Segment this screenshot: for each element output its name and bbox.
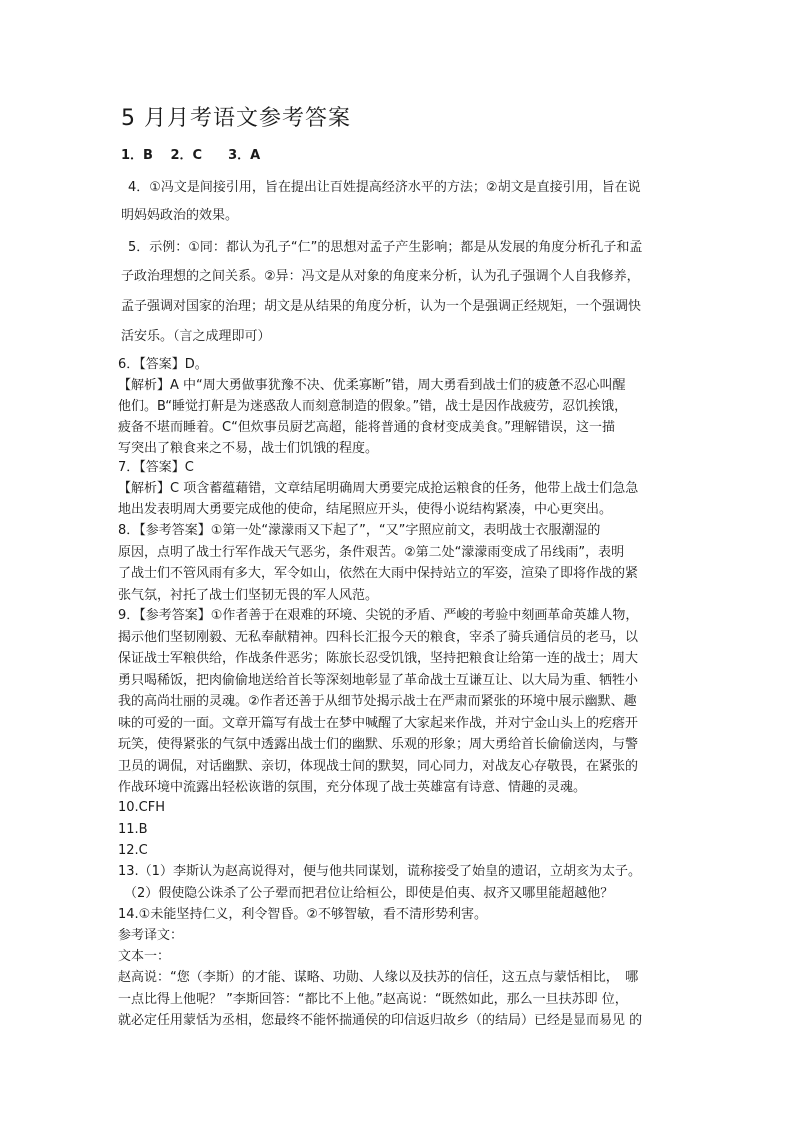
answer-8-line-1: 8．【参考答案】①第一处“濛濛雨又下起了”，“又”字照应前文，表明战士衣服潮湿的	[118, 523, 601, 538]
answer-13-line-1: 13.（1）李斯认为赵高说得对，便与他共同谋划，谎称接受了始皇的遗诏，立胡亥为太子。	[118, 864, 641, 879]
answer-9-line-9: 作战环境中流露出轻松诙谐的氛围，充分体现了战士英雄富有诗意、情趣的灵魂。	[118, 780, 587, 795]
answer-5-line-3: 孟子强调对国家的治理；胡文是从结果的角度分析，认为一个是强调正经规矩，一个强调快	[121, 299, 642, 314]
answer-14: 14.①未能坚持仁义，利令智昏。②不够智敏，看不清形势利害。	[118, 907, 487, 922]
answer-4-line-1: 4．①冯文是间接引用，旨在提出让百姓提高经济水平的方法；②胡文是直接引用，旨在说	[128, 180, 641, 195]
answer-10: 10.CFH	[118, 800, 166, 815]
page-title: 5 月月考语文参考答案	[121, 106, 351, 131]
answer-9-line-8: 卫员的调侃，对话幽默、亲切，体现战士间的默契，同心同力，对战友心存敬畏，在紧张的	[118, 759, 639, 774]
answer-8-line-4: 张气氛，衬托了战士们坚韧无畏的军人风范。	[118, 588, 379, 603]
answer-6-line-4: 写突出了粮食来之不易，战士们饥饿的程度。	[118, 441, 379, 456]
answer-5-line-1: 5．示例：①同：都认为孔子“仁”的思想对孟子产生影响；都是从发展的角度分析孔子和孟	[128, 240, 643, 255]
answer-6-line-1: 【解析】A 中“周大勇做事犹豫不决、优柔寡断”错，周大勇看到战士们的疲惫不忍心叫醒	[118, 378, 626, 393]
answer-5-line-4: 活安乐。（言之成理即可）	[121, 329, 271, 344]
text-one-line-2: 一点比得上他呢？ ”李斯回答：“都比不上他。”赵高说：“既然如此，那么一旦扶苏即 位，	[118, 992, 628, 1007]
answer-8-line-3: 了战士们不管风雨有多大，军令如山，依然在大雨中保持站立的军姿，渲染了即将作战的紧	[118, 566, 639, 581]
answer-6-line-3: 疲备不堪而睡着。C“但炊事员厨艺高超，能将普通的食材变成美食。”理解错误，这一描	[118, 420, 616, 435]
answer-12: 12.C	[118, 843, 148, 858]
answer-8-line-2: 原因，点明了战士行军作战天气恶劣，条件艰苦。②第二处“濛濛雨变成了吊线雨”，表明	[118, 545, 625, 560]
text-one-line-1: 赵高说：“您（李斯）的才能、谋略、功勋、人缘以及扶苏的信任，这五点与蒙恬相比， 哪	[118, 970, 639, 985]
answer-9-line-6: 味的可爱的一面。文章开篇写有战士在梦中喊醒了大家起来作战，并对宁金山头上的疙瘩开	[118, 716, 639, 731]
text-one-line-3: 就必定任用蒙恬为丞相，您最终不能怀揣通侯的印信返归故乡（的结局）已经是显而易见 的	[118, 1013, 643, 1028]
answer-9-line-2: 揭示他们坚韧刚毅、无私奉献精神。四科长汇报今天的粮食，宰杀了骑兵通信员的老马，以	[118, 630, 639, 645]
answer-7-line-2: 地出发表明周大勇要完成他的使命，结尾照应开头，使得小说结构紧凑，中心更突出。	[118, 502, 613, 517]
answer-9-line-3: 保证战士军粮供给，作战条件恶劣；陈旅长忍受饥饿，坚持把粮食让给第一连的战士；周大	[118, 651, 639, 666]
answer-7-head: 7．【答案】C	[118, 460, 194, 475]
answer-7-line-1: 【解析】C 项含蓄蕴藉错，文章结尾明确周大勇要完成抢运粮食的任务，他带上战士们急急	[118, 481, 639, 496]
answer-6-line-2: 他们。B“睡觉打鼾是为迷惑敌人而刻意制造的假象。”错，战士是因作战疲劳，忍饥挨饿，	[118, 399, 628, 414]
answer-4-line-2: 明妈妈政治的效果。	[121, 208, 239, 223]
answer-5-line-2: 子政治理想的之间关系。②异：冯文是从对象的角度来分析，认为孔子强调个人自我修养，	[121, 269, 640, 284]
answer-9-line-1: 9．【参考答案】①作者善于在艰难的环境、尖锐的矛盾、严峻的考验中刻画革命英雄人物，	[118, 608, 639, 623]
answer-9-line-7: 玩笑，使得紧张的气氛中透露出战士们的幽默、乐观的形象；周大勇给首长偷偷送肉，与警	[118, 737, 639, 752]
answer-9-line-4: 勇只喝稀饭，把肉偷偷地送给首长等深刻地彰显了革命战士互谦互让、以大局为重、牺牲小	[118, 673, 639, 688]
answer-9-line-5: 我的高尚壮丽的灵魂。②作者还善于从细节处揭示战士在严肃而紧张的环境中展示幽默、趣	[118, 694, 637, 709]
answer-13-line-2: （2）假使隐公诛杀了公子翚而把君位让给桓公，即使是伯夷、叔齐又哪里能超越他？	[124, 886, 614, 901]
reference-translation-label: 参考译文：	[118, 928, 184, 943]
answers-1-3: 1．B 2．C 3．A	[121, 148, 261, 163]
text-one-label: 文本一：	[118, 949, 171, 964]
answer-6-head: 6．【答案】D。	[118, 357, 208, 372]
answer-11: 11.B	[118, 822, 148, 837]
